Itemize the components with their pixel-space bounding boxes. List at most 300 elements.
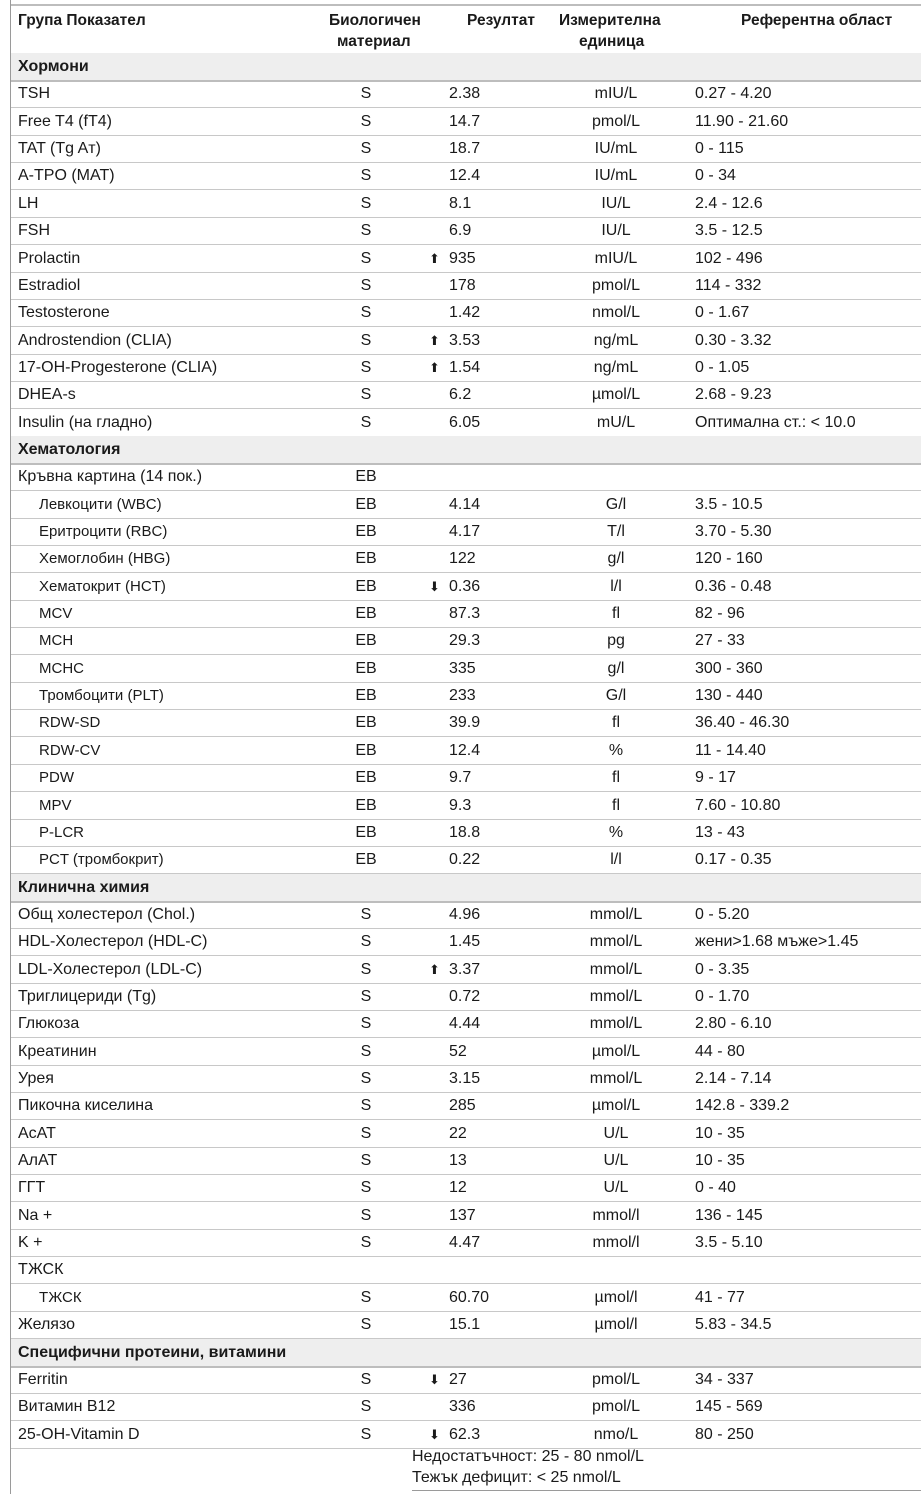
result-value: 15.1 [449, 1316, 481, 1334]
header-group: Група Показател [18, 12, 146, 29]
table-header [11, 4, 921, 57]
material: EB [355, 605, 377, 622]
reference-range: 0.17 - 0.35 [695, 851, 772, 869]
result-value: 336 [449, 1398, 476, 1416]
result-value: 6.2 [449, 386, 472, 404]
reference-range: 2.14 - 7.14 [695, 1070, 772, 1087]
table-row [11, 1311, 921, 1339]
result-value: 285 [449, 1097, 476, 1115]
result-value: 22 [449, 1124, 467, 1142]
unit: IU/mL [594, 167, 638, 185]
section-header [11, 1339, 921, 1368]
result-value: 12.4 [449, 741, 481, 759]
result-value: 3.53 [449, 331, 481, 349]
test-name: Androstendion (CLIA) [18, 331, 172, 349]
material: S [360, 1370, 372, 1388]
result-value: 13 [449, 1152, 467, 1169]
material: EB [355, 851, 377, 869]
material: EB [355, 769, 377, 787]
material: EB [355, 495, 377, 513]
reference-range: 300 - 360 [695, 659, 763, 677]
unit: % [608, 823, 624, 841]
reference-range: 114 - 332 [695, 276, 762, 294]
material: S [360, 1070, 372, 1087]
unit: nmol/L [591, 304, 641, 322]
reference-range: жени>1.68 мъже>1.45 [695, 933, 859, 951]
unit: fl [612, 769, 620, 787]
material: EB [355, 632, 377, 650]
table-row [11, 190, 921, 218]
test-name: Урея [18, 1070, 54, 1087]
unit: fl [612, 605, 620, 622]
test-name: Хемоглобин (HBG) [39, 550, 171, 568]
section-title: Специфични протеини, витамини [18, 1343, 287, 1361]
header-result: Резултат [467, 12, 535, 29]
material: S [360, 194, 372, 212]
test-name: Кръвна картина (14 пок.) [18, 468, 203, 486]
reference-range: 0.30 - 3.32 [695, 331, 772, 349]
unit: mmol/L [589, 1015, 643, 1033]
material: S [360, 304, 372, 322]
test-name: ТЖСК [39, 1288, 82, 1306]
material: S [360, 1152, 372, 1169]
table-row [11, 983, 921, 1011]
result-value: 178 [449, 276, 476, 294]
unit: pmol/L [591, 276, 641, 294]
material: S [360, 960, 372, 978]
test-name: Хематокрит (HCT) [39, 577, 166, 595]
unit: U/L [603, 1124, 629, 1142]
test-name: Ferritin [18, 1370, 68, 1388]
material: S [360, 1015, 372, 1033]
material: S [360, 1398, 372, 1416]
result-value: 8.1 [449, 194, 472, 212]
reference-range: 41 - 77 [695, 1288, 745, 1306]
reference-range: 136 - 145 [695, 1206, 763, 1224]
unit: mmol/L [589, 987, 643, 1005]
material: EB [355, 741, 377, 759]
result-value: 9.7 [449, 769, 472, 787]
reference-range: Оптимална ст.: < 10.0 [695, 413, 856, 431]
reference-range: 3.5 - 12.5 [695, 222, 763, 240]
arrow-down-icon: ⬇ [429, 578, 440, 594]
reference-range: 3.5 - 10.5 [695, 495, 763, 513]
unit: mIU/L [594, 249, 638, 267]
reference-range: 0 - 1.05 [695, 358, 750, 376]
result-value: 0.22 [449, 851, 481, 869]
table-row [11, 354, 921, 382]
material: S [360, 1316, 372, 1334]
header-material-line2: материал [337, 33, 411, 50]
lab-results-table [10, 0, 921, 1494]
unit: µmol/L [591, 1097, 641, 1115]
unit: µmol/l [594, 1316, 638, 1334]
material: EB [355, 550, 377, 568]
test-name: P-LCR [39, 823, 85, 841]
table-row [11, 1229, 921, 1257]
test-name: PCT (тромбокрит) [39, 851, 164, 869]
table-row [11, 80, 921, 108]
material: S [360, 987, 372, 1005]
test-name: MCHC [39, 659, 84, 677]
table-row [11, 299, 921, 327]
header-reference: Референтна област [741, 12, 893, 29]
test-name: Prolactin [18, 249, 81, 267]
table-row [11, 1284, 921, 1312]
reference-range: 9 - 17 [695, 769, 736, 787]
unit: IU/L [601, 194, 631, 212]
test-name: HDL-Холестерол (HDL-C) [18, 933, 208, 951]
reference-range: 3.5 - 5.10 [695, 1234, 763, 1251]
table-row [11, 545, 921, 573]
reference-range: 10 - 35 [695, 1152, 745, 1169]
material: S [360, 331, 372, 349]
reference-range: 11.90 - 21.60 [695, 112, 789, 130]
result-value: 0.36 [449, 577, 481, 595]
reference-range: 130 - 440 [695, 687, 763, 705]
result-value: 4.14 [449, 495, 481, 513]
result-value: 1.42 [449, 304, 481, 322]
test-name: 17-OH-Progesterone (CLIA) [18, 358, 218, 376]
table-row [11, 956, 921, 984]
test-name: Insulin (на гладно) [18, 413, 153, 431]
material: S [360, 1042, 372, 1060]
unit: pmol/L [591, 1398, 641, 1416]
result-value: 60.70 [449, 1288, 490, 1306]
material: S [360, 1206, 372, 1224]
table-row [11, 1366, 921, 1394]
reference-range: 7.60 - 10.80 [695, 796, 781, 814]
result-value: 14.7 [449, 112, 481, 130]
material: S [360, 140, 372, 158]
table-row [11, 1065, 921, 1093]
table-row [11, 108, 921, 136]
material: S [360, 249, 372, 267]
unit: mIU/L [594, 85, 638, 103]
reference-range: 0 - 1.67 [695, 304, 750, 322]
result-value: 3.37 [449, 960, 481, 978]
table-row [11, 901, 921, 929]
result-value: 87.3 [449, 605, 481, 622]
test-name: MCH [39, 632, 74, 650]
table-row [11, 518, 921, 546]
result-value: 3.15 [449, 1070, 481, 1087]
table-row [11, 819, 921, 847]
test-name: Пикочна киселина [18, 1097, 153, 1115]
result-value: 122 [449, 550, 476, 568]
test-name: K + [18, 1234, 43, 1251]
test-name: Тромбоцити (PLT) [39, 687, 164, 705]
test-name: Триглицериди (Tg) [18, 987, 157, 1005]
result-value: 4.96 [449, 905, 481, 923]
unit: µmol/L [591, 386, 641, 404]
unit: mmol/l [592, 1206, 640, 1224]
test-name: Витамин B12 [18, 1398, 116, 1416]
reference-range: 2.4 - 12.6 [695, 194, 763, 212]
test-name: A-TPO (MAT) [18, 167, 115, 185]
result-value: 137 [449, 1206, 476, 1224]
unit: pg [607, 632, 625, 650]
reference-range: 44 - 80 [695, 1042, 745, 1060]
section-title: Хематология [18, 440, 121, 458]
reference-range: 145 - 569 [695, 1398, 763, 1416]
table-row [11, 600, 921, 628]
material: S [360, 1288, 372, 1306]
arrow-down-icon: ⬇ [429, 1426, 440, 1442]
material: S [360, 85, 372, 103]
section-header [11, 436, 921, 465]
material: S [360, 276, 372, 294]
result-value: 18.8 [449, 823, 481, 841]
reference-range: 102 - 496 [695, 249, 763, 267]
reference-range: 0 - 34 [695, 167, 736, 185]
table-row [11, 1202, 921, 1230]
result-value: 1.54 [449, 358, 481, 376]
table-row [11, 764, 921, 792]
reference-range: 82 - 96 [695, 605, 745, 622]
result-value: 39.9 [449, 714, 481, 732]
material: S [360, 1425, 372, 1443]
arrow-up-icon: ⬆ [429, 250, 440, 266]
material: S [360, 413, 372, 431]
table-row [11, 928, 921, 956]
reference-range: 0 - 115 [695, 140, 744, 158]
test-name: PDW [39, 769, 74, 787]
result-value: 4.17 [449, 523, 481, 540]
unit: G/l [605, 687, 627, 705]
unit: l/l [610, 851, 622, 869]
table-row [11, 1174, 921, 1202]
unit: mmol/L [589, 933, 643, 951]
reference-range: 10 - 35 [695, 1124, 745, 1142]
reference-range: 36.40 - 46.30 [695, 714, 790, 732]
unit: T/l [607, 523, 625, 540]
header-unit-line1: Измерителна [559, 12, 661, 29]
table-row [11, 1256, 921, 1284]
table-row [11, 627, 921, 655]
test-name: Креатинин [18, 1042, 97, 1060]
unit: g/l [607, 550, 625, 568]
unit: mmol/L [589, 905, 643, 923]
test-name: DHEA-s [18, 386, 76, 404]
result-value: 18.7 [449, 140, 481, 158]
result-value: 335 [449, 659, 476, 677]
result-value: 9.3 [449, 796, 472, 814]
result-value: 12 [449, 1179, 467, 1197]
reference-range: 0 - 3.35 [695, 960, 750, 978]
test-name: AcAT [18, 1124, 56, 1142]
test-name: FSH [18, 222, 50, 240]
test-name: RDW-SD [39, 714, 101, 732]
material: EB [355, 523, 377, 540]
unit: l/l [610, 577, 622, 595]
table-row [11, 1421, 921, 1449]
note-line-2: Тежък дефицит: < 25 nmol/L [412, 1469, 621, 1486]
unit: U/L [603, 1179, 629, 1197]
material: S [360, 1179, 372, 1197]
reference-range: 5.83 - 34.5 [695, 1316, 772, 1334]
result-value: 0.72 [449, 987, 481, 1005]
test-name: ГГТ [18, 1179, 46, 1197]
test-name: 25-OH-Vitamin D [18, 1425, 140, 1443]
result-value: 27 [449, 1370, 467, 1388]
reference-range: 34 - 337 [695, 1370, 754, 1388]
arrow-down-icon: ⬇ [429, 1371, 440, 1387]
reference-range: 2.80 - 6.10 [695, 1015, 772, 1033]
material: S [360, 1234, 372, 1251]
test-name: Еритроцити (RBC) [39, 523, 168, 540]
unit: % [608, 741, 624, 759]
table-row [11, 655, 921, 683]
table-row [11, 162, 921, 190]
table-row [11, 737, 921, 765]
reference-range: 0 - 1.70 [695, 987, 750, 1005]
test-name: TAT (Tg Aт) [18, 140, 101, 158]
unit: IU/mL [594, 140, 638, 158]
reference-range: 120 - 160 [695, 550, 763, 568]
material: EB [355, 468, 377, 486]
material: EB [355, 577, 377, 595]
reference-range: 80 - 250 [695, 1425, 754, 1443]
unit: nmo/L [593, 1425, 639, 1443]
test-name: ТЖСК [18, 1261, 64, 1279]
material: S [360, 386, 372, 404]
test-name: RDW-CV [39, 741, 101, 759]
reference-range: 11 - 14.40 [695, 741, 766, 759]
unit: ng/mL [593, 331, 639, 349]
material: S [360, 112, 372, 130]
unit: mmol/l [592, 1234, 640, 1251]
result-value: 4.44 [449, 1015, 481, 1033]
reference-range: 27 - 33 [695, 632, 745, 650]
table-row [11, 327, 921, 355]
unit: fl [612, 796, 620, 814]
result-value: 29.3 [449, 632, 481, 650]
result-value: 62.3 [449, 1425, 481, 1443]
table-row [11, 846, 921, 874]
reference-range: 13 - 43 [695, 823, 745, 841]
reference-range: 2.68 - 9.23 [695, 386, 772, 404]
test-name: Левкоцити (WBC) [39, 495, 162, 513]
result-value: 12.4 [449, 167, 481, 185]
unit: mU/L [596, 413, 636, 431]
result-value: 6.9 [449, 222, 472, 240]
unit: IU/L [601, 222, 631, 240]
test-name: Желязо [18, 1316, 75, 1334]
material: EB [355, 796, 377, 814]
header-material-line1: Биологичен [329, 12, 421, 29]
test-name: LDL-Холестерол (LDL-C) [18, 960, 203, 978]
material: S [360, 222, 372, 240]
unit: µmol/L [591, 1042, 641, 1060]
table-row [11, 1010, 921, 1038]
unit: pmol/L [591, 1370, 641, 1388]
table-row [11, 272, 921, 300]
reference-range: 0.36 - 0.48 [695, 577, 772, 595]
reference-range: 0.27 - 4.20 [695, 85, 772, 103]
table-row [11, 217, 921, 245]
table-row [11, 1393, 921, 1421]
test-name: Estradiol [18, 276, 81, 294]
test-name: AлAT [18, 1152, 58, 1169]
test-name: Глюкоза [18, 1015, 80, 1033]
reference-range: 3.70 - 5.30 [695, 523, 772, 540]
reference-range: 0 - 5.20 [695, 905, 750, 923]
result-value: 1.45 [449, 933, 481, 951]
table-row [11, 1120, 921, 1148]
section-header [11, 874, 921, 903]
section-title: Клинична химия [18, 878, 150, 896]
unit: µmol/l [594, 1288, 638, 1306]
test-name: Free T4 (fT4) [18, 112, 112, 130]
table-row [11, 1038, 921, 1066]
arrow-up-icon: ⬆ [429, 359, 440, 375]
section-header [11, 53, 921, 82]
material: S [360, 933, 372, 951]
table-row [11, 1147, 921, 1175]
material: S [360, 1097, 372, 1115]
arrow-up-icon: ⬆ [429, 332, 440, 348]
material: S [360, 905, 372, 923]
material: EB [355, 687, 377, 705]
table-row [11, 409, 921, 437]
test-name: LH [18, 194, 39, 212]
material: EB [355, 659, 377, 677]
test-name: MPV [39, 796, 72, 814]
table-row [11, 381, 921, 409]
reference-range: 0 - 40 [695, 1179, 736, 1197]
unit: U/L [603, 1152, 629, 1169]
material: EB [355, 823, 377, 841]
material: S [360, 1124, 372, 1142]
unit: ng/mL [593, 358, 639, 376]
header-unit-line2: единица [579, 33, 645, 50]
unit: G/l [605, 495, 627, 513]
note-line-1: Недостатъчност: 25 - 80 nmol/L [412, 1448, 644, 1465]
test-name: TSH [18, 85, 50, 103]
table-row [11, 463, 921, 491]
test-name: Na + [18, 1206, 53, 1224]
test-name: Общ холестерол (Chol.) [18, 905, 196, 923]
arrow-up-icon: ⬆ [429, 961, 440, 977]
result-value: 935 [449, 249, 476, 267]
material: EB [355, 714, 377, 732]
unit: mmol/L [589, 1070, 643, 1087]
material: S [360, 167, 372, 185]
table-row [11, 1092, 921, 1120]
result-value: 233 [449, 687, 476, 705]
result-value: 6.05 [449, 413, 481, 431]
table-row [11, 573, 921, 601]
vitamin-d-note [412, 1446, 921, 1491]
test-name: Testosterone [18, 304, 110, 322]
reference-range: 142.8 - 339.2 [695, 1097, 790, 1115]
table-row [11, 491, 921, 519]
table-row [11, 792, 921, 820]
material: S [360, 358, 372, 376]
unit: g/l [607, 659, 625, 677]
table-row [11, 682, 921, 710]
unit: mmol/L [589, 960, 643, 978]
table-row [11, 245, 921, 273]
table-row [11, 135, 921, 163]
result-value: 2.38 [449, 85, 481, 103]
result-value: 52 [449, 1042, 467, 1060]
result-value: 4.47 [449, 1234, 481, 1251]
unit: fl [612, 714, 620, 732]
test-name: MCV [39, 605, 73, 622]
table-row [11, 709, 921, 737]
